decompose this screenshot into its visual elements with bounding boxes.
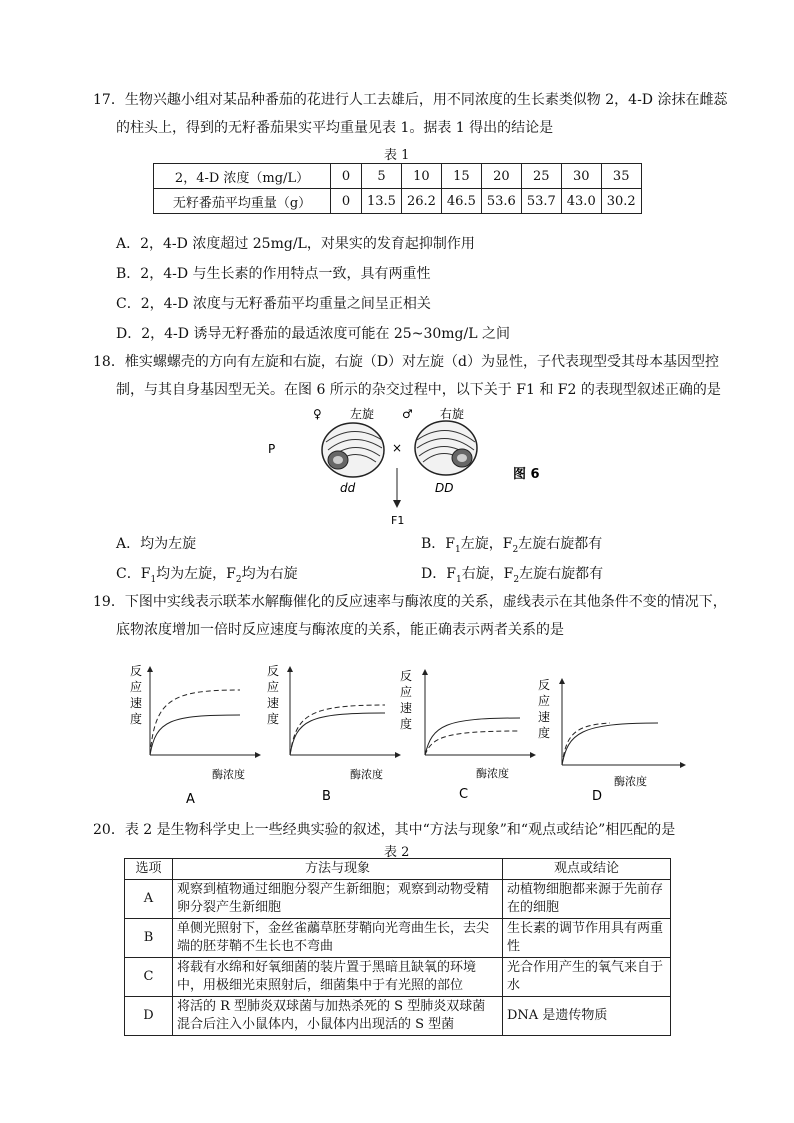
solid-curve — [150, 715, 240, 755]
graph-label: A — [186, 792, 195, 807]
p-label: P — [268, 442, 276, 456]
graph-c — [400, 669, 535, 802]
graph-d — [538, 678, 685, 804]
method-cell: 观察到植物通过细胞分裂产生新细胞；观察到动物受精卵分裂产生新细胞 — [173, 880, 503, 919]
dashed-curve — [290, 705, 385, 755]
q18-option-a: A．均为左旋 — [116, 536, 197, 552]
q19-stem-line2: 底物浓度增加一倍时反应速度与酶浓度的关系，能正确表示两者关系的是 — [116, 622, 564, 638]
table1-cell: 43.0 — [561, 189, 601, 214]
solid-curve — [562, 723, 658, 765]
figure6-cross-diagram — [250, 400, 570, 530]
y-label-char: 反 — [130, 664, 143, 678]
table2-row — [125, 997, 671, 1036]
table1-cell: 53.7 — [521, 189, 561, 214]
q18-option-c: C．$F_1$均为左旋，$F_2$均为右旋 — [116, 566, 298, 585]
table1-cell: 5 — [362, 164, 402, 189]
table2-header: 选项 — [125, 859, 173, 880]
method-cell: 单侧光照射下，金丝雀虉草胚芽鞘向光弯曲生长，去尖端的胚芽鞘不生长也不弯曲 — [173, 919, 503, 958]
figure6-label: 图 6 — [513, 467, 540, 482]
table1-cell: 10 — [401, 164, 441, 189]
q17-option-d: D．2，4-D 诱导无籽番茄的最适浓度可能在 25~30mg/L 之间 — [116, 326, 510, 342]
table1-row-header: 无籽番茄平均重量（g） — [154, 189, 331, 214]
q18-option-b: B．$F_1$左旋，$F_2$左旋右旋都有 — [421, 536, 603, 555]
table1-row-weight — [154, 189, 642, 214]
conclusion-cell: 生长素的调节作用具有两重性 — [503, 919, 671, 958]
y-label-char: 反 — [267, 664, 280, 678]
table1-cell: 15 — [441, 164, 481, 189]
table2 — [124, 858, 671, 1036]
table1-cell: 46.5 — [441, 189, 481, 214]
f1-label: F1 — [391, 514, 405, 527]
y-label-char: 速 — [267, 696, 280, 710]
conclusion-cell: DNA 是遗传物质 — [503, 997, 671, 1036]
male-genotype: DD — [435, 481, 454, 495]
solid-curve — [290, 713, 385, 755]
table2-row — [125, 880, 671, 919]
table1-row-concentration — [154, 164, 642, 189]
table1-cell: 20 — [481, 164, 521, 189]
method-cell: 将载有水绵和好氧细菌的装片置于黑暗且缺氧的环境中，用极细光束照射后，细菌集中于有光照的部位 — [173, 958, 503, 997]
table2-row — [125, 919, 671, 958]
table1-cell: 30 — [561, 164, 601, 189]
table1-cell: 30.2 — [601, 189, 641, 214]
x-label: 酶浓度 — [476, 767, 509, 780]
table2-row — [125, 958, 671, 997]
conclusion-cell: 动植物细胞都来源于先前存在的细胞 — [503, 880, 671, 919]
y-label-char: 度 — [267, 712, 280, 726]
x-label: 酶浓度 — [212, 768, 245, 781]
y-label-char: 度 — [538, 726, 551, 740]
dashed-curve — [150, 690, 240, 755]
q18-stem-line2: 制，与其自身基因型无关。在图 6 所示的杂交过程中，以下关于 F1 和 F2 的表现型叙述正确的是 — [116, 382, 721, 398]
table1-cell: 26.2 — [401, 189, 441, 214]
table1-cell: 35 — [601, 164, 641, 189]
female-symbol: ♀ — [313, 407, 322, 421]
q17-stem-line2: 的柱头上，得到的无籽番茄果实平均重量见表 1。据表 1 得出的结论是 — [116, 120, 554, 136]
table1-cell: 13.5 — [362, 189, 402, 214]
table1-cell: 0 — [331, 164, 362, 189]
table1-cell: 53.6 — [481, 189, 521, 214]
y-label-char: 应 — [400, 685, 413, 699]
male-trait: 右旋 — [440, 407, 465, 421]
male-symbol: ♂ — [402, 407, 413, 421]
table2-header-row — [125, 859, 671, 880]
q19-stem-line1: 19．下图中实线表示联苯水解酶催化的反应速率与酶浓度的关系，虚线表示在其他条件不变的情况下， — [93, 594, 727, 610]
table1-caption: 表 1 — [384, 148, 410, 163]
x-label: 酶浓度 — [350, 768, 383, 781]
graph-label: D — [592, 789, 603, 804]
female-trait: 左旋 — [350, 407, 375, 421]
y-label-char: 应 — [267, 680, 280, 694]
y-label-char: 度 — [130, 712, 143, 726]
conclusion-cell: 光合作用产生的氧气来自于水 — [503, 958, 671, 997]
female-genotype: dd — [340, 481, 356, 495]
y-label-char: 速 — [130, 696, 143, 710]
table2-header: 观点或结论 — [503, 859, 671, 880]
graph-label: B — [322, 789, 331, 804]
graph-b — [267, 664, 400, 804]
solid-curve — [425, 718, 520, 755]
table1-row-header: 2，4-D 浓度（mg/L） — [154, 164, 331, 189]
table1 — [153, 163, 642, 214]
table1-cell: 0 — [331, 189, 362, 214]
y-label-char: 速 — [400, 701, 413, 715]
q17-stem-line1: 17．生物兴趣小组对某品种番茄的花进行人工去雄后，用不同浓度的生长素类似物 2，4-D 涂抹在雌蕊 — [93, 92, 728, 108]
option-cell: A — [125, 880, 173, 919]
option-cell: D — [125, 997, 173, 1036]
table1-cell: 25 — [521, 164, 561, 189]
q18-option-d: D．$F_1$右旋，$F_2$左旋右旋都有 — [421, 566, 604, 585]
x-label: 酶浓度 — [614, 775, 647, 788]
q19-graphs — [110, 655, 700, 810]
cross-symbol: × — [392, 441, 403, 455]
y-label-char: 反 — [400, 669, 413, 683]
y-label-char: 应 — [130, 680, 143, 694]
q20-stem: 20．表 2 是生物科学史上一些经典实验的叙述，其中“方法与现象”和“观点或结论”相匹配的是 — [93, 822, 676, 838]
dashed-curve — [425, 731, 520, 755]
q18-stem-line1: 18．椎实螺螺壳的方向有左旋和右旋，右旋（D）对左旋（d）为显性，子代表现型受其母本基因型控 — [93, 354, 719, 370]
table2-header: 方法与现象 — [173, 859, 503, 880]
q17-option-c: C．2，4-D 浓度与无籽番茄平均重量之间呈正相关 — [116, 296, 431, 312]
y-label-char: 度 — [400, 717, 413, 731]
y-label-char: 应 — [538, 694, 551, 708]
option-cell: C — [125, 958, 173, 997]
q17-option-a: A．2，4-D 浓度超过 25mg/L，对果实的发育起抑制作用 — [116, 236, 475, 252]
y-label-char: 反 — [538, 678, 551, 692]
graph-a — [130, 664, 260, 807]
q17-option-b: B．2，4-D 与生长素的作用特点一致，具有两重性 — [116, 266, 431, 282]
graph-label: C — [459, 787, 469, 802]
left-coiled-shell-image — [322, 423, 384, 477]
method-cell: 将活的 R 型肺炎双球菌与加热杀死的 S 型肺炎双球菌混合后注入小鼠体内，小鼠体内出现活的 S 型菌 — [173, 997, 503, 1036]
y-label-char: 速 — [538, 710, 551, 724]
table2-caption: 表 2 — [384, 845, 410, 860]
option-cell: B — [125, 919, 173, 958]
right-coiled-shell-image — [415, 421, 477, 475]
arrow-head — [393, 500, 401, 508]
